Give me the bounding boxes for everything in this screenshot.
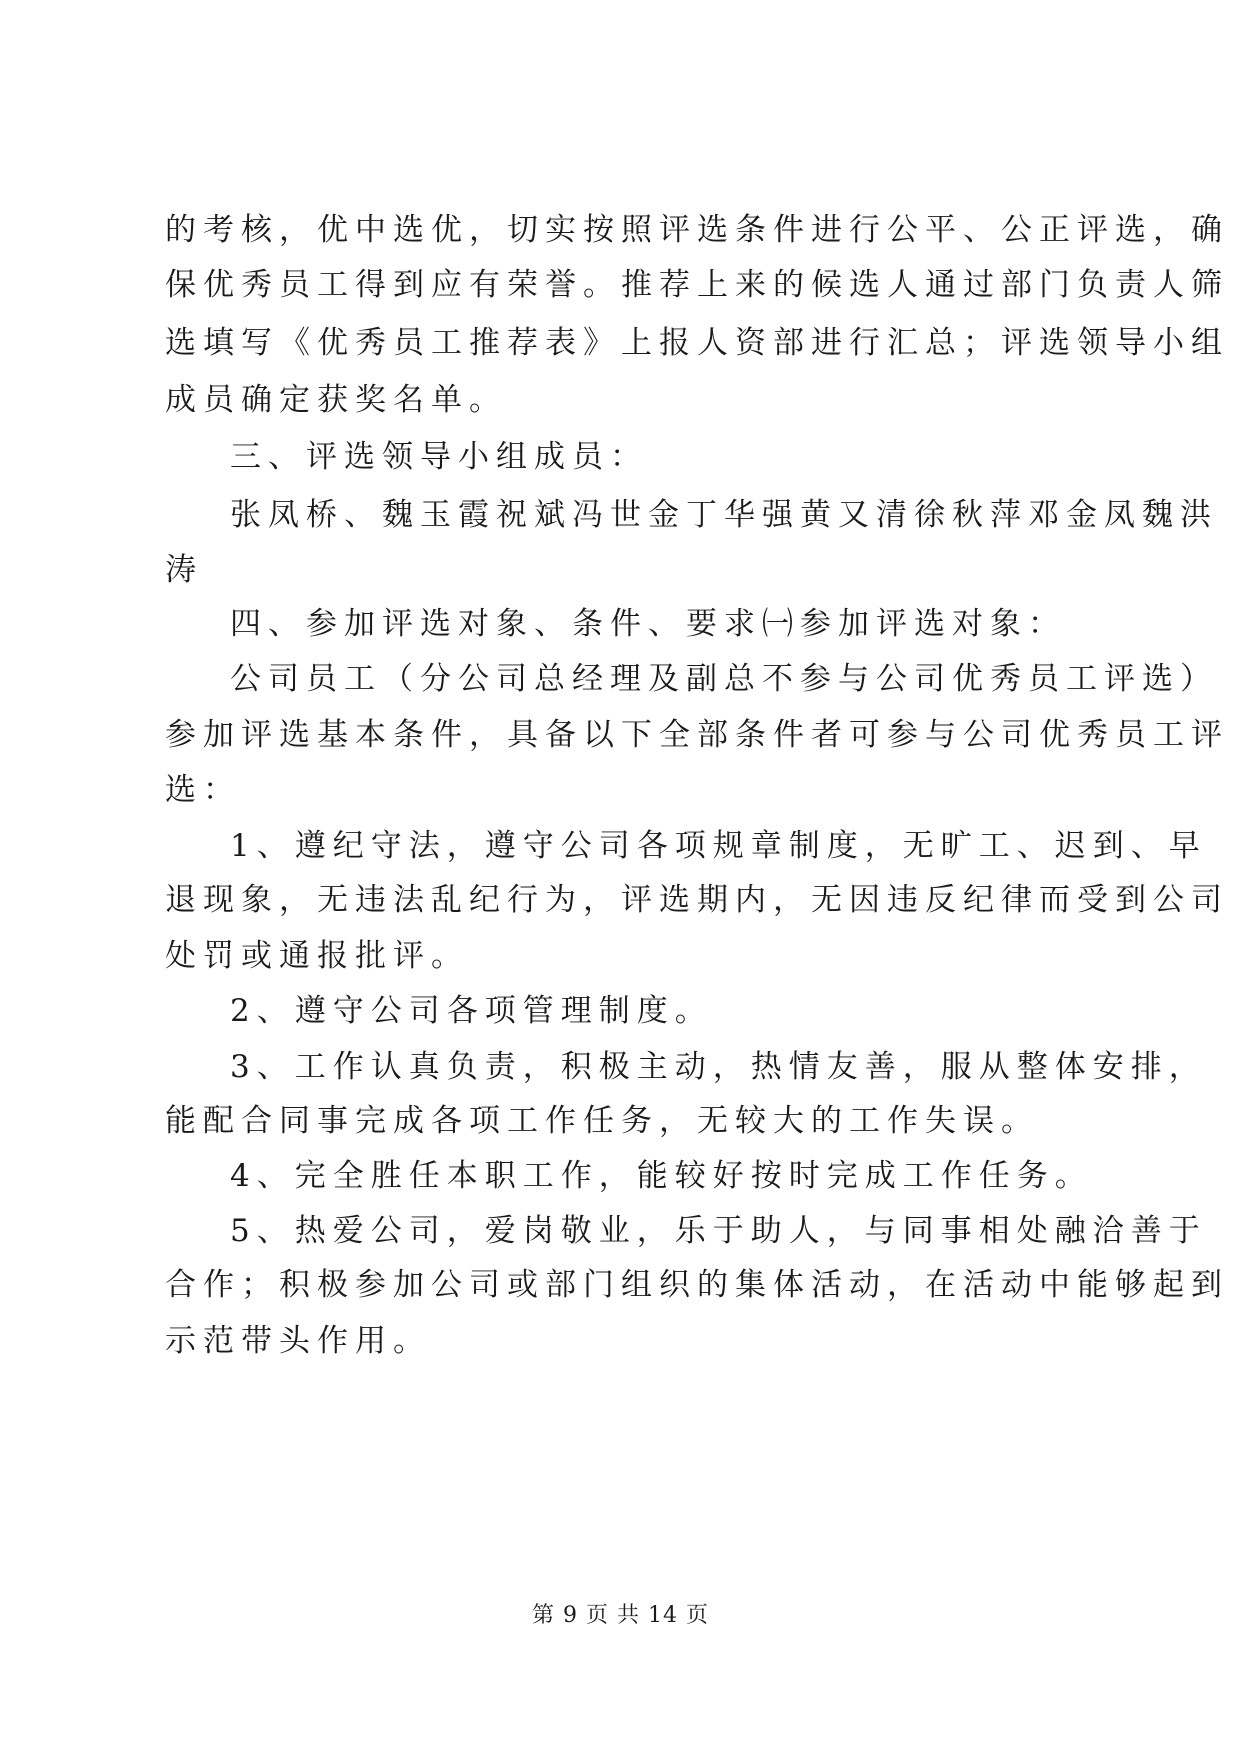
text-line: 公司员工（分公司总经理及副总不参与公司优秀员工评选） [230,661,1218,697]
text-line: 参加评选基本条件，具备以下全部条件者可参与公司优秀员工评 [165,717,1229,753]
list-item: 5、热爱公司，爱岗敬业，乐于助人，与同事相处融洽善于 [230,1213,1207,1249]
list-item: 3、工作认真负责，积极主动，热情友善，服从整体安排， [230,1049,1207,1085]
text-line: 合作；积极参加公司或部门组织的集体活动，在活动中能够起到 [165,1267,1229,1303]
text-line: 处罚或通报批评。 [165,938,469,974]
text-line: 退现象，无违法乱纪行为，评选期内，无因违反纪律而受到公司 [165,882,1229,918]
text-line: 保优秀员工得到应有荣誉。推荐上来的候选人通过部门负责人筛 [165,267,1229,303]
list-item: 1、遵纪守法，遵守公司各项规章制度，无旷工、迟到、早 [230,828,1207,864]
text-line: 能配合同事完成各项工作任务，无较大的工作失误。 [165,1103,1039,1139]
text-line: 选： [165,772,241,808]
text-line: 示范带头作用。 [165,1323,431,1359]
page-number-footer: 第 9 页 共 14 页 [532,1603,709,1628]
list-item: 2、遵守公司各项管理制度。 [230,993,713,1029]
text-line: 涛 [165,552,203,588]
section-heading: 四、参加评选对象、条件、要求㈠参加评选对象： [230,606,1066,642]
text-line: 的考核，优中选优，切实按照评选条件进行公平、公正评选，确 [165,212,1229,248]
list-item: 4、完全胜任本职工作，能较好按时完成工作任务。 [230,1158,1093,1194]
text-line: 成员确定获奖名单。 [165,382,507,418]
text-line: 张凤桥、魏玉霞祝斌冯世金丁华强黄又清徐秋萍邓金凤魏洪 [230,497,1218,533]
section-heading: 三、评选领导小组成员： [230,439,648,475]
text-line: 选填写《优秀员工推荐表》上报人资部进行汇总；评选领导小组 [165,325,1229,361]
